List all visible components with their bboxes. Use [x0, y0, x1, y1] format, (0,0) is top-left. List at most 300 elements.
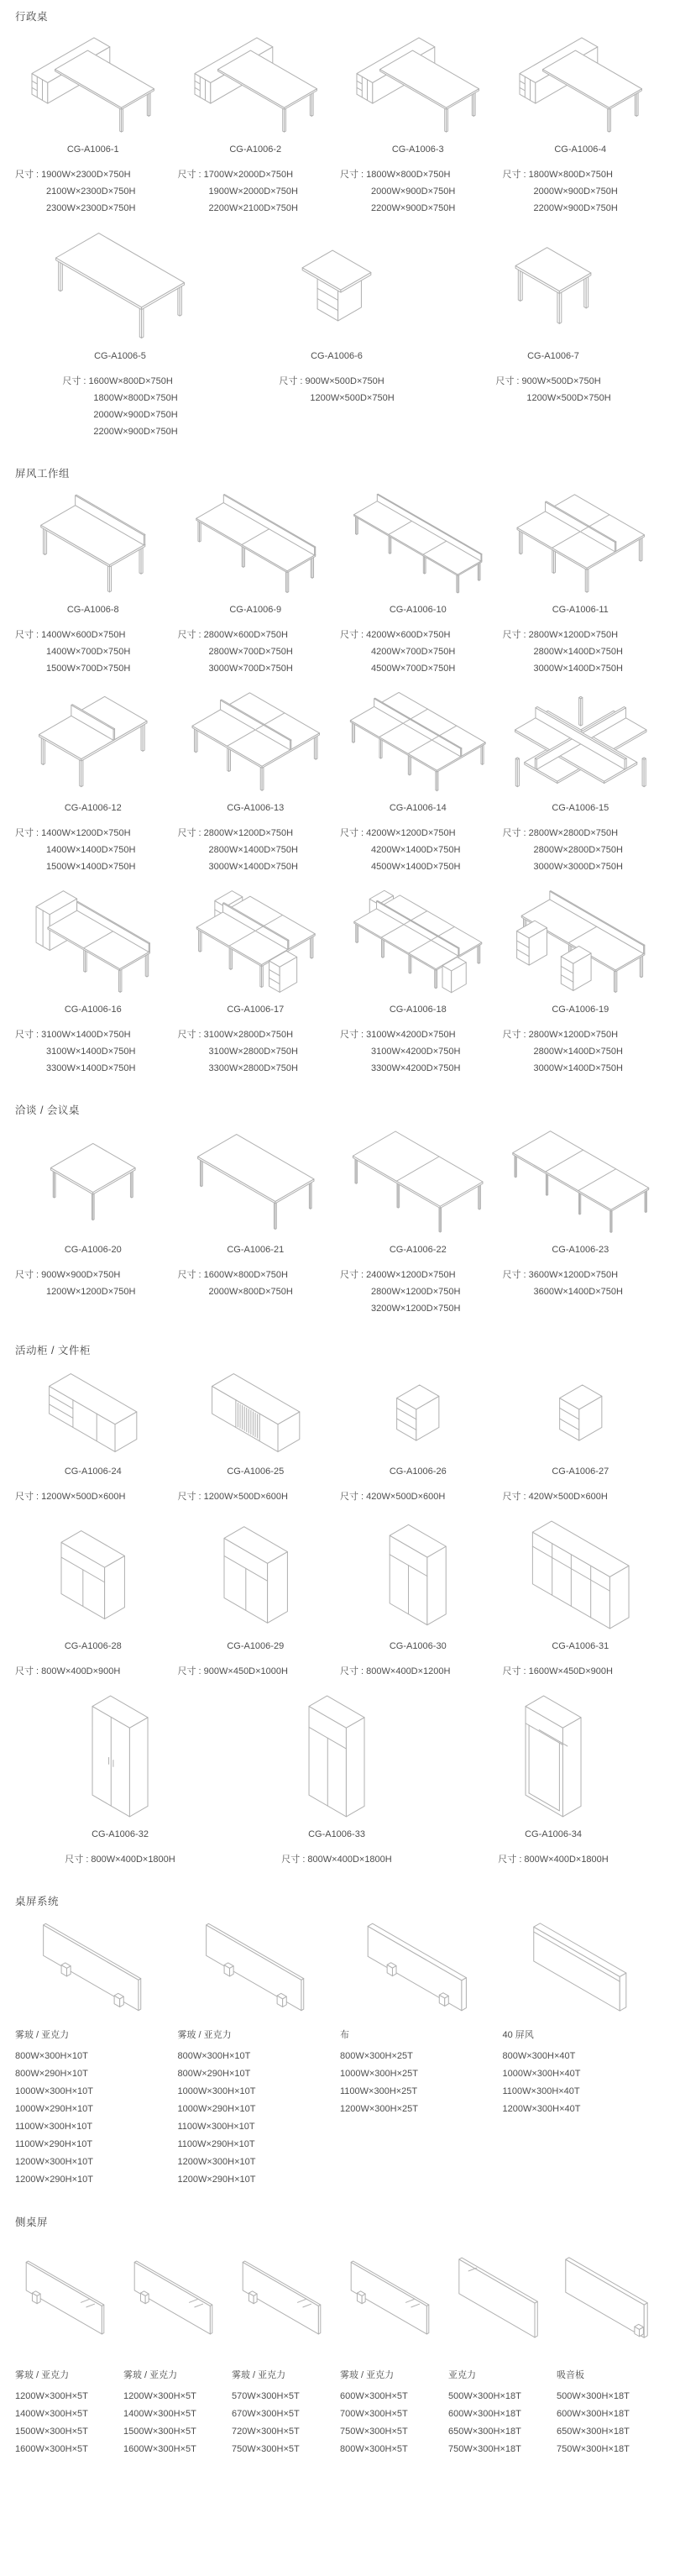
catalog-row [15, 1369, 665, 1505]
screen-row [15, 1920, 665, 2189]
dimensions [15, 825, 171, 875]
product-card [15, 492, 178, 677]
dimensions [62, 373, 177, 440]
dimensions [281, 1851, 391, 1868]
screen-card [340, 2241, 448, 2458]
product-card [178, 1129, 341, 1317]
model-number: CG-A1006-15 [552, 803, 609, 813]
furniture-illustration [503, 690, 659, 793]
model-number: CG-A1006-29 [227, 1641, 285, 1651]
dimension-line: 1200W×1200D×750H [46, 1287, 136, 1297]
size-option: 720W×300H×5T [232, 2426, 300, 2437]
size-option: 1100W×290H×10T [177, 2139, 255, 2149]
model-number: CG-A1006-6 [311, 351, 363, 361]
dimension-line: 尺寸 : 800W×400D×1200H [340, 1666, 451, 1676]
section-content [15, 1129, 665, 1317]
size-option: 1000W×300H×10T [15, 2086, 93, 2096]
size-option: 500W×300H×18T [557, 2391, 630, 2401]
furniture-illustration [448, 230, 658, 341]
size-option: 1000W×300H×40T [502, 2069, 581, 2079]
dimension-line: 尺寸 : 1200W×500D×600H [15, 1492, 126, 1502]
catalog-row [15, 492, 665, 677]
catalog-row [15, 1693, 665, 1868]
size-option: 800W×290H×10T [15, 2069, 88, 2079]
furniture-illustration [15, 230, 225, 341]
model-number: CG-A1006-14 [389, 803, 447, 813]
dimension-line: 3100W×4200D×750H [371, 1047, 461, 1057]
dimension-line: 2000W×900D×750H [533, 186, 618, 197]
dimensions [15, 166, 171, 217]
dimension-line: 尺寸 : 1600W×800D×750H [177, 1270, 288, 1280]
dimension-line: 1200W×500D×750H [526, 393, 611, 403]
dimension-line: 尺寸 : 3100W×1400D×750H [15, 1030, 131, 1040]
product-card [15, 889, 178, 1077]
dimensions [178, 825, 334, 875]
screen-card [448, 2241, 557, 2458]
product-card [503, 889, 666, 1077]
furniture-illustration [178, 1129, 334, 1235]
dimension-line: 尺寸 : 420W×500D×600H [340, 1492, 446, 1502]
product-card [340, 35, 503, 217]
product-card [15, 690, 178, 875]
product-card [340, 1129, 503, 1317]
size-option: 800W×300H×10T [177, 2051, 251, 2061]
dimension-line: 3300W×4200D×750H [371, 1063, 461, 1073]
material-label: 雾玻 / 亚克力 [232, 2370, 286, 2380]
dimensions [340, 825, 496, 875]
dimension-line: 1900W×2000D×750H [208, 186, 298, 197]
model-number: CG-A1006-21 [227, 1245, 285, 1255]
catalog-row [15, 35, 665, 217]
dimension-line: 3000W×1400D×750H [208, 862, 298, 872]
model-number: CG-A1006-23 [552, 1245, 609, 1255]
furniture-illustration [340, 889, 496, 994]
dimension-line: 尺寸 : 2800W×1200D×750H [502, 630, 619, 640]
section-content [15, 1920, 665, 2189]
material-label: 布 [340, 2030, 349, 2040]
model-number: CG-A1006-20 [64, 1245, 122, 1255]
model-number: CG-A1006-2 [229, 144, 282, 155]
dimension-line: 2200W×900D×750H [533, 203, 618, 213]
size-option: 650W×300H×18T [448, 2426, 521, 2437]
dimensions [503, 1026, 659, 1077]
product-card [503, 1519, 666, 1680]
size-option: 1500W×300H×5T [123, 2426, 196, 2437]
furniture-illustration [15, 1519, 171, 1631]
dimension-line: 尺寸 : 3100W×4200D×750H [340, 1030, 456, 1040]
material-label: 雾玻 / 亚克力 [177, 2030, 232, 2040]
screen-illustration [15, 1920, 170, 2014]
model-number: CG-A1006-25 [227, 1466, 285, 1477]
model-number: CG-A1006-28 [64, 1641, 122, 1651]
section-title-desk-screen-system: 桌屏系统 [15, 1896, 60, 1907]
dimensions [279, 373, 394, 407]
furniture-illustration [15, 889, 171, 994]
model-number: CG-A1006-19 [552, 1005, 609, 1015]
dimensions [15, 1488, 171, 1505]
dimension-line: 2800W×2800D×750H [533, 845, 623, 855]
dimensions [340, 166, 496, 217]
dimension-line: 4200W×700D×750H [371, 647, 456, 657]
dimensions [65, 1851, 175, 1868]
dimension-line: 尺寸 : 3600W×1200D×750H [502, 1270, 619, 1280]
dimensions [15, 1663, 171, 1680]
product-card [340, 1369, 503, 1505]
section-cabinets [15, 1342, 665, 1868]
product-card [340, 492, 503, 677]
dimension-line: 尺寸 : 1800W×800D×750H [340, 170, 451, 180]
product-card [340, 889, 503, 1077]
model-number: CG-A1006-17 [227, 1005, 285, 1015]
dimension-line: 尺寸 : 900W×500D×750H [495, 376, 601, 386]
product-card [340, 690, 503, 875]
furniture-illustration [448, 1693, 658, 1819]
size-option: 1200W×290H×10T [15, 2175, 93, 2185]
material-label: 40 屏风 [502, 2030, 534, 2040]
catalog-row [15, 1519, 665, 1680]
dimensions [178, 1663, 334, 1680]
size-option: 750W×300H×18T [557, 2444, 630, 2454]
dimension-line: 2800W×1400D×750H [533, 1047, 623, 1057]
furniture-illustration [340, 35, 496, 134]
furniture-illustration [340, 1369, 496, 1456]
size-option: 500W×300H×18T [448, 2391, 521, 2401]
dimension-line: 2200W×900D×750H [371, 203, 456, 213]
size-option: 1200W×300H×10T [15, 2157, 93, 2167]
product-card [178, 35, 341, 217]
material-label: 亚克力 [448, 2370, 476, 2380]
dimension-line: 3000W×1400D×750H [533, 664, 623, 674]
dimension-line: 1800W×800D×750H [93, 393, 178, 403]
dimension-line: 3000W×1400D×750H [533, 1063, 623, 1073]
furniture-illustration [178, 1519, 334, 1631]
model-number: CG-A1006-10 [389, 605, 447, 615]
dimension-line: 1400W×700D×750H [46, 647, 131, 657]
dimension-line: 尺寸 : 1600W×450D×900H [502, 1666, 613, 1676]
product-card [232, 230, 448, 440]
dimension-line: 尺寸 : 1400W×1200D×750H [15, 828, 131, 838]
model-number: CG-A1006-22 [389, 1245, 447, 1255]
model-number: CG-A1006-18 [389, 1005, 447, 1015]
product-card [178, 1369, 341, 1505]
dimension-line: 3300W×1400D×750H [46, 1063, 136, 1073]
dimension-line: 3100W×1400D×750H [46, 1047, 136, 1057]
dimension-line: 1500W×1400D×750H [46, 862, 136, 872]
dimension-line: 2200W×900D×750H [93, 427, 178, 437]
section-side-desk-screens [15, 2214, 665, 2458]
size-option: 800W×300H×10T [15, 2051, 88, 2061]
size-option: 1200W×300H×5T [123, 2391, 196, 2401]
section-title-executive-desks: 行政桌 [15, 11, 49, 23]
furniture-illustration [340, 1129, 496, 1235]
furniture-illustration [232, 1693, 442, 1819]
size-option: 750W×300H×18T [448, 2444, 521, 2454]
product-card [178, 1519, 341, 1680]
dimensions [503, 1663, 659, 1680]
catalog-row [15, 690, 665, 875]
furniture-illustration [178, 889, 334, 994]
dimension-line: 尺寸 : 2800W×1200D×750H [502, 1030, 619, 1040]
size-option: 800W×300H×40T [502, 2051, 576, 2061]
model-number: CG-A1006-24 [64, 1466, 122, 1477]
model-number: CG-A1006-8 [66, 605, 119, 615]
section-workstation-groups [15, 465, 665, 1077]
dimension-line: 3300W×2800D×750H [208, 1063, 298, 1073]
material-label: 吸音板 [557, 2370, 584, 2380]
dimension-line: 尺寸 : 1700W×2000D×750H [177, 170, 294, 180]
model-number: CG-A1006-26 [389, 1466, 447, 1477]
dimension-line: 尺寸 : 4200W×1200D×750H [340, 828, 456, 838]
furniture-illustration [503, 889, 659, 994]
section-title-side-desk-screens: 侧桌屏 [15, 2217, 49, 2228]
dimension-line: 尺寸 : 900W×500D×750H [279, 376, 384, 386]
dimension-line: 1400W×1400D×750H [46, 845, 136, 855]
section-conference-tables [15, 1102, 665, 1317]
dimension-line: 2200W×2100D×750H [208, 203, 298, 213]
product-card [178, 492, 341, 677]
dimension-line: 3200W×1200D×750H [371, 1304, 461, 1314]
dimension-line: 2000W×800D×750H [208, 1287, 293, 1297]
dimensions [340, 1488, 496, 1505]
dimension-line: 3600W×1400D×750H [533, 1287, 623, 1297]
dimension-line: 4500W×700D×750H [371, 664, 456, 674]
product-card [15, 35, 178, 217]
dimension-line: 尺寸 : 1600W×800D×750H [62, 376, 173, 386]
dimensions [503, 1267, 659, 1300]
model-number: CG-A1006-5 [94, 351, 146, 361]
dimension-line: 2300W×2300D×750H [46, 203, 136, 213]
material-label: 雾玻 / 亚克力 [123, 2370, 178, 2380]
dimensions [503, 825, 659, 875]
size-option: 1000W×300H×25T [340, 2069, 418, 2079]
screen-illustration [178, 1920, 332, 2014]
size-option: 1400W×300H×5T [15, 2409, 88, 2419]
dimension-line: 尺寸 : 2800W×600D×750H [177, 630, 288, 640]
size-option: 600W×300H×5T [340, 2391, 408, 2401]
material-label: 雾玻 / 亚克力 [15, 2370, 70, 2380]
screen-illustration [340, 2241, 440, 2354]
model-number: CG-A1006-13 [227, 803, 285, 813]
size-option: 600W×300H×18T [557, 2409, 630, 2419]
model-number: CG-A1006-32 [92, 1829, 149, 1839]
size-option: 1000W×300H×10T [177, 2086, 256, 2096]
dimension-line: 2000W×900D×750H [93, 410, 178, 420]
dimension-line: 2800W×1400D×750H [208, 845, 298, 855]
section-desk-screen-system [15, 1893, 665, 2189]
dimensions [178, 1267, 334, 1300]
size-option: 800W×300H×25T [340, 2051, 413, 2061]
product-card [503, 492, 666, 677]
product-card [15, 1693, 232, 1868]
furniture-illustration [178, 492, 334, 595]
product-card [232, 1693, 448, 1868]
dimensions [498, 1851, 608, 1868]
dimension-line: 2800W×700D×750H [208, 647, 293, 657]
product-card [503, 1369, 666, 1505]
dimensions [15, 627, 171, 677]
furniture-illustration [15, 1693, 225, 1819]
furniture-illustration [340, 690, 496, 793]
section-content [15, 492, 665, 1077]
dimension-line: 尺寸 : 2800W×2800D×750H [502, 828, 619, 838]
screen-card [15, 2241, 123, 2458]
product-card [503, 35, 666, 217]
dimensions [340, 1267, 496, 1317]
size-option: 670W×300H×5T [232, 2409, 300, 2419]
dimension-line: 尺寸 : 1800W×800D×750H [502, 170, 613, 180]
model-number: CG-A1006-27 [552, 1466, 609, 1477]
screen-illustration [503, 1920, 657, 2014]
dimension-line: 尺寸 : 4200W×600D×750H [340, 630, 451, 640]
furniture-illustration [15, 35, 171, 134]
screen-card [123, 2241, 232, 2458]
product-card [178, 889, 341, 1077]
dimension-line: 1200W×500D×750H [310, 393, 395, 403]
model-number: CG-A1006-31 [552, 1641, 609, 1651]
model-number: CG-A1006-11 [552, 605, 609, 615]
size-option: 1100W×300H×10T [177, 2122, 255, 2132]
furniture-illustration [178, 35, 334, 134]
dimension-line: 尺寸 : 900W×450D×1000H [177, 1666, 288, 1676]
dimensions [503, 1488, 659, 1505]
size-option: 650W×300H×18T [557, 2426, 630, 2437]
furniture-illustration [232, 230, 442, 341]
dimension-line: 3000W×700D×750H [208, 664, 293, 674]
furniture-illustration [15, 690, 171, 793]
dimensions [178, 627, 334, 677]
furniture-illustration [503, 1129, 659, 1235]
section-content [15, 35, 665, 440]
furniture-illustration [178, 1369, 334, 1456]
size-option: 1000W×290H×10T [15, 2104, 93, 2114]
product-card [178, 690, 341, 875]
dimension-line: 2800W×1400D×750H [533, 647, 623, 657]
dimension-line: 尺寸 : 3100W×2800D×750H [177, 1030, 294, 1040]
section-content [15, 2241, 665, 2458]
dimensions [15, 1026, 171, 1077]
screen-illustration [232, 2241, 332, 2354]
screen-illustration [448, 2241, 548, 2354]
model-number: CG-A1006-4 [554, 144, 607, 155]
size-option: 800W×300H×5T [340, 2444, 408, 2454]
model-number: CG-A1006-33 [308, 1829, 365, 1839]
size-option: 1200W×300H×5T [15, 2391, 88, 2401]
furniture-illustration [503, 35, 659, 134]
product-card [15, 230, 232, 440]
size-option: 570W×300H×5T [232, 2391, 300, 2401]
dimension-line: 尺寸 : 800W×400D×900H [15, 1666, 121, 1676]
screen-card [15, 1920, 178, 2189]
material-label: 雾玻 / 亚克力 [15, 2030, 70, 2040]
dimension-line: 4200W×1400D×750H [371, 845, 461, 855]
product-card [448, 1693, 665, 1868]
size-option: 600W×300H×18T [448, 2409, 521, 2419]
size-option: 1400W×300H×5T [123, 2409, 196, 2419]
dimension-line: 3100W×2800D×750H [208, 1047, 298, 1057]
model-number: CG-A1006-34 [525, 1829, 582, 1839]
dimensions [178, 1488, 334, 1505]
product-card [503, 1129, 666, 1317]
screen-card [340, 1920, 503, 2189]
section-executive-desks [15, 8, 665, 440]
furniture-illustration [178, 690, 334, 793]
dimension-line: 3000W×3000D×750H [533, 862, 623, 872]
dimensions [495, 373, 610, 407]
furniture-illustration [15, 1369, 171, 1456]
size-option: 700W×300H×5T [340, 2409, 408, 2419]
catalog-row [15, 1129, 665, 1317]
size-option: 1600W×300H×5T [15, 2444, 88, 2454]
dimensions [503, 627, 659, 677]
model-number: CG-A1006-16 [64, 1005, 122, 1015]
dimensions [340, 627, 496, 677]
dimension-line: 尺寸 : 800W×400D×1800H [65, 1855, 175, 1865]
screen-illustration [340, 1920, 494, 2014]
size-option: 1000W×290H×10T [177, 2104, 256, 2114]
catalog-row [15, 889, 665, 1077]
size-option: 1200W×290H×10T [177, 2175, 256, 2185]
size-option: 750W×300H×5T [232, 2444, 300, 2454]
product-card [448, 230, 665, 440]
dimension-line: 2800W×1200D×750H [371, 1287, 461, 1297]
product-card [15, 1129, 178, 1317]
section-title-cabinets: 活动柜 / 文件柜 [15, 1345, 91, 1356]
size-option: 1100W×300H×25T [340, 2086, 418, 2096]
size-option: 750W×300H×5T [340, 2426, 408, 2437]
size-option: 1100W×290H×10T [15, 2139, 93, 2149]
product-card [15, 1519, 178, 1680]
section-title-workstation-groups: 屏风工作组 [15, 468, 71, 480]
dimensions [340, 1026, 496, 1077]
furniture-illustration [15, 492, 171, 595]
model-number: CG-A1006-9 [229, 605, 282, 615]
catalog-row [15, 230, 665, 440]
size-option: 1100W×300H×40T [502, 2086, 580, 2096]
dimensions [178, 166, 334, 217]
screen-card [503, 1920, 666, 2189]
model-number: CG-A1006-7 [527, 351, 579, 361]
furniture-illustration [340, 1519, 496, 1631]
section-title-conference-tables: 洽谈 / 会议桌 [15, 1104, 80, 1116]
furniture-illustration [503, 1369, 659, 1456]
size-option: 800W×290H×10T [177, 2069, 251, 2079]
dimension-line: 尺寸 : 900W×900D×750H [15, 1270, 121, 1280]
dimension-line: 1500W×700D×750H [46, 664, 131, 674]
dimensions [15, 1267, 171, 1300]
model-number: CG-A1006-3 [391, 144, 444, 155]
dimension-line: 尺寸 : 1200W×500D×600H [177, 1492, 288, 1502]
size-option: 1200W×300H×40T [502, 2104, 581, 2114]
model-number: CG-A1006-30 [389, 1641, 447, 1651]
dimension-line: 尺寸 : 1400W×600D×750H [15, 630, 126, 640]
product-card [15, 1369, 178, 1505]
size-option: 1600W×300H×5T [123, 2444, 196, 2454]
product-card [503, 690, 666, 875]
section-content [15, 1369, 665, 1868]
size-option: 1200W×300H×25T [340, 2104, 418, 2114]
screen-card [232, 2241, 340, 2458]
furniture-illustration [503, 492, 659, 595]
screen-row [15, 2241, 665, 2458]
size-option: 1500W×300H×5T [15, 2426, 88, 2437]
screen-illustration [15, 2241, 115, 2354]
product-card [340, 1519, 503, 1680]
material-label: 雾玻 / 亚克力 [340, 2370, 395, 2380]
furniture-illustration [15, 1129, 171, 1235]
furniture-illustration [340, 492, 496, 595]
screen-illustration [123, 2241, 223, 2354]
dimensions [503, 166, 659, 217]
